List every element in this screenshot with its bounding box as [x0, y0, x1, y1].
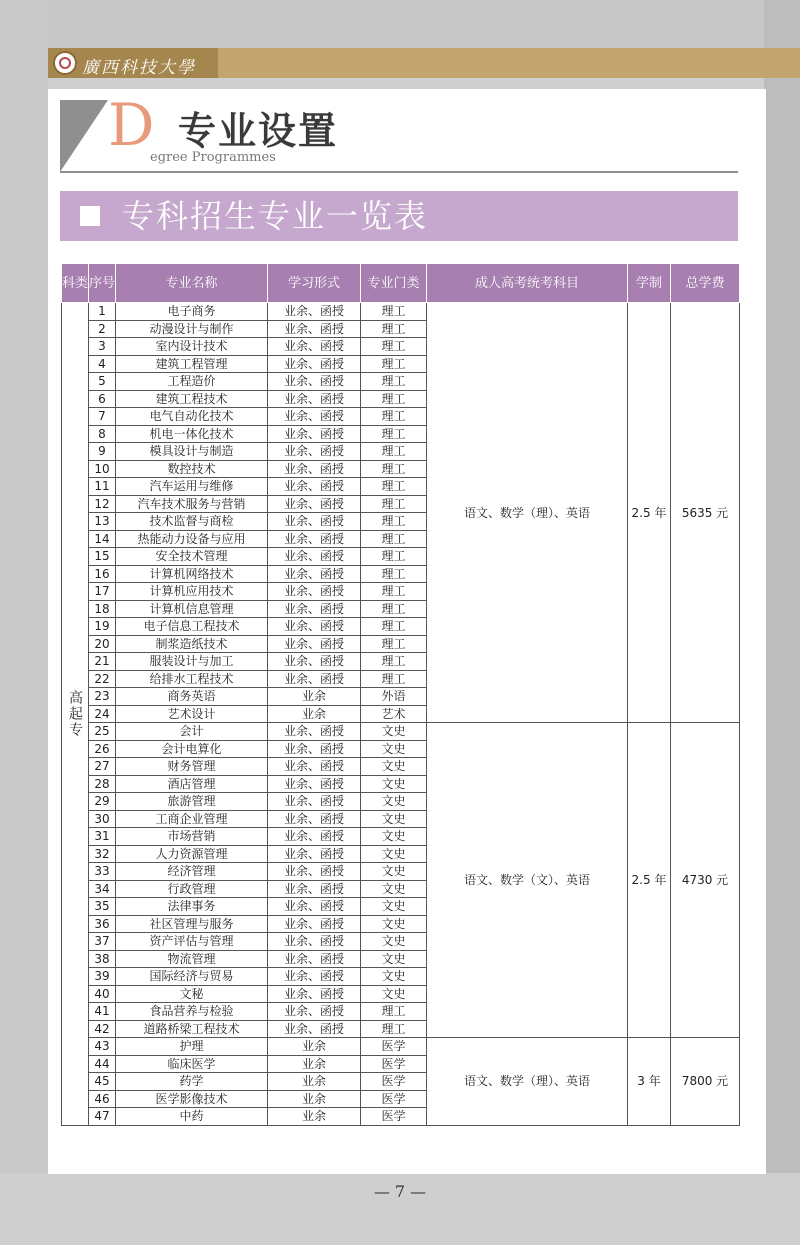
- duration: 3 年: [628, 1038, 671, 1126]
- row-number: 5: [89, 373, 116, 391]
- program-name: 医学影像技术: [116, 1090, 268, 1108]
- program-name: 文秘: [116, 985, 268, 1003]
- study-mode: 业余、函授: [268, 810, 361, 828]
- study-mode: 业余、函授: [268, 933, 361, 951]
- discipline: 文史: [361, 793, 427, 811]
- program-name: 国际经济与贸易: [116, 968, 268, 986]
- study-mode: 业余、函授: [268, 338, 361, 356]
- programmes-table: [61, 263, 740, 1126]
- discipline: 文史: [361, 933, 427, 951]
- row-number: 43: [89, 1038, 116, 1056]
- table-body: [62, 303, 740, 1126]
- discipline: 理工: [361, 390, 427, 408]
- row-number: 39: [89, 968, 116, 986]
- row-number: 30: [89, 810, 116, 828]
- table-row: [62, 723, 740, 741]
- discipline: 理工: [361, 373, 427, 391]
- study-mode: 业余、函授: [268, 373, 361, 391]
- program-name: 会计电算化: [116, 740, 268, 758]
- discipline: 文史: [361, 985, 427, 1003]
- program-name: 旅游管理: [116, 793, 268, 811]
- header-tuition: 总学费: [671, 264, 740, 303]
- program-name: 动漫设计与制作: [116, 320, 268, 338]
- row-number: 45: [89, 1073, 116, 1091]
- study-mode: 业余、函授: [268, 880, 361, 898]
- study-mode: 业余、函授: [268, 460, 361, 478]
- header-number: 序号: [89, 264, 116, 303]
- row-number: 2: [89, 320, 116, 338]
- row-number: 20: [89, 635, 116, 653]
- section-title: 专业设置: [178, 108, 339, 153]
- row-number: 8: [89, 425, 116, 443]
- program-name: 行政管理: [116, 880, 268, 898]
- banner-square-icon: [80, 206, 100, 226]
- discipline: 理工: [361, 618, 427, 636]
- program-name: 制浆造纸技术: [116, 635, 268, 653]
- program-name: 药学: [116, 1073, 268, 1091]
- study-mode: 业余、函授: [268, 303, 361, 321]
- study-mode: 业余、函授: [268, 565, 361, 583]
- study-mode: 业余、函授: [268, 408, 361, 426]
- tuition: 5635 元: [671, 303, 740, 723]
- study-mode: 业余、函授: [268, 950, 361, 968]
- study-mode: 业余、函授: [268, 390, 361, 408]
- row-number: 23: [89, 688, 116, 706]
- program-name: 临床医学: [116, 1055, 268, 1073]
- program-name: 给排水工程技术: [116, 670, 268, 688]
- discipline: 文史: [361, 898, 427, 916]
- row-number: 13: [89, 513, 116, 531]
- study-mode: 业余、函授: [268, 513, 361, 531]
- discipline: 医学: [361, 1073, 427, 1091]
- discipline: 理工: [361, 320, 427, 338]
- study-mode: 业余、函授: [268, 740, 361, 758]
- discipline: 医学: [361, 1038, 427, 1056]
- row-number: 31: [89, 828, 116, 846]
- study-mode: 业余、函授: [268, 495, 361, 513]
- study-mode: 业余、函授: [268, 635, 361, 653]
- program-name: 计算机网络技术: [116, 565, 268, 583]
- program-name: 机电一体化技术: [116, 425, 268, 443]
- row-number: 28: [89, 775, 116, 793]
- table-row: [62, 303, 740, 321]
- discipline: 文史: [361, 740, 427, 758]
- study-mode: 业余、函授: [268, 915, 361, 933]
- header-exam-subjects: 成人高考统考科目: [427, 264, 628, 303]
- program-name: 护理: [116, 1038, 268, 1056]
- study-mode: 业余: [268, 1038, 361, 1056]
- discipline: 理工: [361, 495, 427, 513]
- table-header-row: [62, 264, 740, 303]
- discipline: 医学: [361, 1090, 427, 1108]
- left-background: [0, 0, 48, 1245]
- discipline: 理工: [361, 548, 427, 566]
- right-background: [764, 0, 800, 1245]
- discipline: 理工: [361, 583, 427, 601]
- row-number: 6: [89, 390, 116, 408]
- program-name: 室内设计技术: [116, 338, 268, 356]
- discipline: 理工: [361, 478, 427, 496]
- row-number: 10: [89, 460, 116, 478]
- program-name: 计算机信息管理: [116, 600, 268, 618]
- program-name: 服装设计与加工: [116, 653, 268, 671]
- study-mode: 业余、函授: [268, 863, 361, 881]
- study-mode: 业余: [268, 1073, 361, 1091]
- discipline: 理工: [361, 425, 427, 443]
- discipline: 文史: [361, 810, 427, 828]
- study-mode: 业余、函授: [268, 600, 361, 618]
- exam-subjects: 语文、数学（理）、英语: [427, 303, 628, 723]
- header-program-name: 专业名称: [116, 264, 268, 303]
- row-number: 37: [89, 933, 116, 951]
- program-name: 工程造价: [116, 373, 268, 391]
- discipline: 理工: [361, 670, 427, 688]
- exam-subjects: 语文、数学（理）、英语: [427, 1038, 628, 1126]
- program-name: 计算机应用技术: [116, 583, 268, 601]
- row-number: 3: [89, 338, 116, 356]
- row-number: 7: [89, 408, 116, 426]
- discipline: 文史: [361, 863, 427, 881]
- program-name: 商务英语: [116, 688, 268, 706]
- program-name: 汽车运用与维修: [116, 478, 268, 496]
- study-mode: 业余、函授: [268, 425, 361, 443]
- university-logo-icon: [53, 51, 77, 75]
- row-number: 36: [89, 915, 116, 933]
- program-name: 人力资源管理: [116, 845, 268, 863]
- program-name: 财务管理: [116, 758, 268, 776]
- program-name: 数控技术: [116, 460, 268, 478]
- category-cell: 高起专: [62, 303, 89, 1126]
- study-mode: 业余、函授: [268, 898, 361, 916]
- program-name: 艺术设计: [116, 705, 268, 723]
- page-number: — 7 —: [373, 1182, 427, 1201]
- row-number: 35: [89, 898, 116, 916]
- study-mode: 业余: [268, 1090, 361, 1108]
- row-number: 18: [89, 600, 116, 618]
- duration: 2.5 年: [628, 723, 671, 1038]
- discipline: 文史: [361, 950, 427, 968]
- study-mode: 业余、函授: [268, 478, 361, 496]
- section-divider: [60, 171, 738, 173]
- program-name: 汽车技术服务与营销: [116, 495, 268, 513]
- row-number: 26: [89, 740, 116, 758]
- discipline: 理工: [361, 653, 427, 671]
- row-number: 19: [89, 618, 116, 636]
- row-number: 42: [89, 1020, 116, 1038]
- row-number: 29: [89, 793, 116, 811]
- program-name: 物流管理: [116, 950, 268, 968]
- row-number: 33: [89, 863, 116, 881]
- study-mode: 业余、函授: [268, 828, 361, 846]
- header-study-mode: 学习形式: [268, 264, 361, 303]
- program-name: 模具设计与制造: [116, 443, 268, 461]
- header-discipline: 专业门类: [361, 264, 427, 303]
- study-mode: 业余、函授: [268, 985, 361, 1003]
- study-mode: 业余、函授: [268, 775, 361, 793]
- program-name: 建筑工程管理: [116, 355, 268, 373]
- row-number: 4: [89, 355, 116, 373]
- program-name: 资产评估与管理: [116, 933, 268, 951]
- study-mode: 业余、函授: [268, 548, 361, 566]
- banner-title: 专科招生专业一览表: [122, 197, 429, 235]
- row-number: 47: [89, 1108, 116, 1126]
- discipline: 艺术: [361, 705, 427, 723]
- university-name: 廣西科技大學: [82, 58, 196, 78]
- study-mode: 业余、函授: [268, 793, 361, 811]
- discipline: 理工: [361, 530, 427, 548]
- tuition: 4730 元: [671, 723, 740, 1038]
- discipline: 医学: [361, 1108, 427, 1126]
- program-name: 食品营养与检验: [116, 1003, 268, 1021]
- study-mode: 业余: [268, 705, 361, 723]
- row-number: 11: [89, 478, 116, 496]
- row-number: 38: [89, 950, 116, 968]
- study-mode: 业余、函授: [268, 1003, 361, 1021]
- header-duration: 学制: [628, 264, 671, 303]
- study-mode: 业余、函授: [268, 530, 361, 548]
- program-name: 建筑工程技术: [116, 390, 268, 408]
- program-name: 法律事务: [116, 898, 268, 916]
- row-number: 17: [89, 583, 116, 601]
- discipline: 理工: [361, 408, 427, 426]
- discipline: 文史: [361, 880, 427, 898]
- discipline: 理工: [361, 635, 427, 653]
- study-mode: 业余、函授: [268, 968, 361, 986]
- row-number: 14: [89, 530, 116, 548]
- study-mode: 业余、函授: [268, 320, 361, 338]
- row-number: 22: [89, 670, 116, 688]
- program-name: 热能动力设备与应用: [116, 530, 268, 548]
- discipline: 理工: [361, 303, 427, 321]
- row-number: 34: [89, 880, 116, 898]
- discipline: 理工: [361, 338, 427, 356]
- program-name: 工商企业管理: [116, 810, 268, 828]
- discipline: 理工: [361, 1003, 427, 1021]
- discipline: 外语: [361, 688, 427, 706]
- study-mode: 业余、函授: [268, 583, 361, 601]
- row-number: 21: [89, 653, 116, 671]
- discipline: 理工: [361, 460, 427, 478]
- study-mode: 业余: [268, 1108, 361, 1126]
- section-triangle-icon: [60, 100, 108, 172]
- discipline: 文史: [361, 968, 427, 986]
- discipline: 文史: [361, 828, 427, 846]
- discipline: 理工: [361, 565, 427, 583]
- row-number: 12: [89, 495, 116, 513]
- study-mode: 业余、函授: [268, 443, 361, 461]
- top-background: [0, 0, 800, 48]
- discipline: 理工: [361, 513, 427, 531]
- program-name: 技术监督与商检: [116, 513, 268, 531]
- discipline: 文史: [361, 775, 427, 793]
- study-mode: 业余、函授: [268, 1020, 361, 1038]
- discipline: 理工: [361, 443, 427, 461]
- program-name: 酒店管理: [116, 775, 268, 793]
- row-number: 25: [89, 723, 116, 741]
- section-letter: D: [108, 91, 155, 159]
- program-name: 电子信息工程技术: [116, 618, 268, 636]
- row-number: 46: [89, 1090, 116, 1108]
- row-number: 9: [89, 443, 116, 461]
- row-number: 44: [89, 1055, 116, 1073]
- study-mode: 业余: [268, 1055, 361, 1073]
- study-mode: 业余: [268, 688, 361, 706]
- discipline: 文史: [361, 758, 427, 776]
- tuition: 7800 元: [671, 1038, 740, 1126]
- discipline: 理工: [361, 1020, 427, 1038]
- program-name: 电气自动化技术: [116, 408, 268, 426]
- study-mode: 业余、函授: [268, 355, 361, 373]
- row-number: 41: [89, 1003, 116, 1021]
- program-name: 经济管理: [116, 863, 268, 881]
- row-number: 27: [89, 758, 116, 776]
- program-name: 安全技术管理: [116, 548, 268, 566]
- row-number: 15: [89, 548, 116, 566]
- section-subtitle: egree Programmes: [150, 150, 276, 165]
- table-row: [62, 1038, 740, 1056]
- program-name: 电子商务: [116, 303, 268, 321]
- program-name: 道路桥梁工程技术: [116, 1020, 268, 1038]
- discipline: 文史: [361, 915, 427, 933]
- program-name: 中药: [116, 1108, 268, 1126]
- discipline: 文史: [361, 723, 427, 741]
- row-number: 16: [89, 565, 116, 583]
- row-number: 24: [89, 705, 116, 723]
- study-mode: 业余、函授: [268, 670, 361, 688]
- study-mode: 业余、函授: [268, 758, 361, 776]
- exam-subjects: 语文、数学（文）、英语: [427, 723, 628, 1038]
- study-mode: 业余、函授: [268, 653, 361, 671]
- program-name: 市场营销: [116, 828, 268, 846]
- row-number: 32: [89, 845, 116, 863]
- program-name: 社区管理与服务: [116, 915, 268, 933]
- discipline: 理工: [361, 600, 427, 618]
- row-number: 1: [89, 303, 116, 321]
- program-name: 会计: [116, 723, 268, 741]
- discipline: 医学: [361, 1055, 427, 1073]
- discipline: 文史: [361, 845, 427, 863]
- study-mode: 业余、函授: [268, 618, 361, 636]
- study-mode: 业余、函授: [268, 723, 361, 741]
- row-number: 40: [89, 985, 116, 1003]
- duration: 2.5 年: [628, 303, 671, 723]
- header-category: 科类: [62, 264, 89, 303]
- study-mode: 业余、函授: [268, 845, 361, 863]
- discipline: 理工: [361, 355, 427, 373]
